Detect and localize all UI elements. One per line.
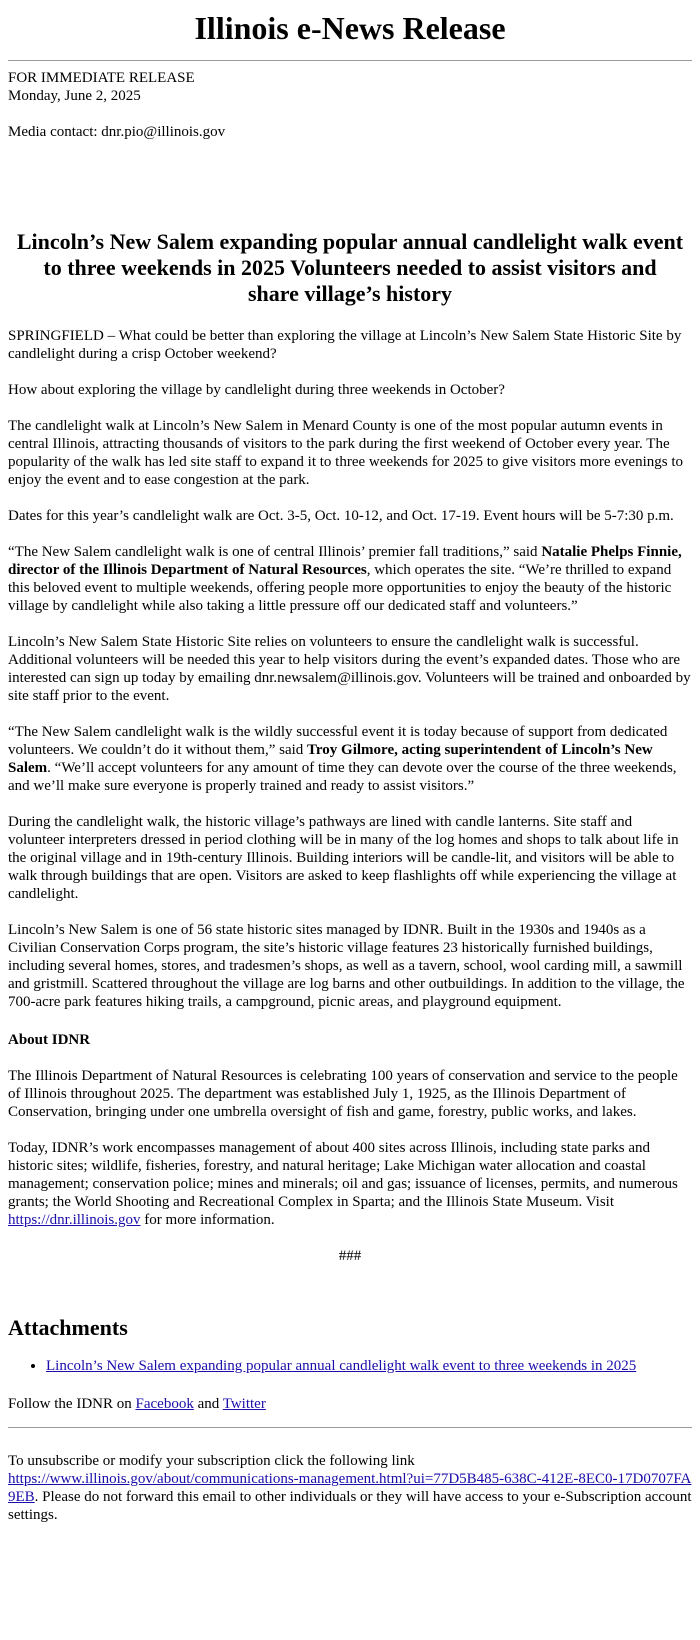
quote-text: “The New Salem candlelight walk is the wildly successful event it is today because of support from dedicated volunteers. We couldn’t do it without them,” said (8, 724, 668, 758)
email-page (8, 10, 692, 1524)
article-paragraph: Dates for this year’s candlelight walk are Oct. 3-5, Oct. 10-12, and Oct. 17-19. Event hours will be 5-7:30 p.m. (8, 508, 674, 524)
attachments-list (8, 1357, 692, 1375)
idnr-website-link[interactable]: https://dnr.illinois.gov (8, 1212, 141, 1228)
footer-text (8, 1452, 692, 1524)
follow-line (8, 1395, 692, 1413)
attachments-heading: Attachments (8, 1315, 128, 1340)
article-body (8, 327, 692, 1011)
article-paragraph: How about exploring the village by candlelight during three weekends in October? (8, 382, 505, 398)
article-paragraph (8, 723, 692, 795)
quote-text: . “We’ll accept volunteers for any amount of time they can devote over the course of the three weekends, and we’ll make sure everyone is properly trained and ready to assist visitors.” (8, 760, 677, 794)
unsubscribe-note: . Please do not forward this email to other individuals or they will have access to your e-Subscription account settings. (8, 1489, 692, 1523)
subscription-link[interactable]: https://www.illinois.gov/about/communications-management.html?ui=77D5B485-638C-412E-8EC0-17D0707FA9EB (8, 1471, 692, 1505)
release-type: FOR IMMEDIATE RELEASE (8, 70, 195, 86)
quote-text: “The New Salem candlelight walk is one of central Illinois’ premier fall traditions,” said (8, 544, 542, 560)
twitter-link[interactable]: Twitter (222, 1396, 266, 1412)
about-text: for more information. (140, 1212, 275, 1228)
article-paragraph: Lincoln’s New Salem State Historic Site relies on volunteers to ensure the candlelight walk is successful. Additional volunteers will be needed this year to help visitors during the event’s expanded dates. Those who are interested can sign up today by emailing dnr.newsalem@illinois.gov. Volunteers will be trained and onboarded by site staff prior to the event. (8, 634, 691, 704)
media-contact: Media contact: dnr.pio@illinois.gov (8, 124, 226, 140)
header-divider (8, 60, 692, 61)
release-meta (8, 69, 692, 141)
footer-divider (8, 1427, 692, 1428)
list-item (46, 1357, 692, 1375)
article-paragraph: During the candlelight walk, the historic village’s pathways are lined with candle lanterns. Site staff and volunteer interpreters dressed in period clothing will be in many of the log homes and shops to talk about life in the original village and in 19th-century Illinois. Building interiors will be candle-lit, and visitors will be able to walk through buildings that are open. Visitors are asked to keep flashlights off while experiencing the village at candlelight. (8, 814, 679, 902)
speaker-name: Troy Gilmore, acting superintendent of Lincoln’s New Salem (8, 742, 653, 776)
about-text: Today, IDNR’s work encompasses management of about 400 sites across Illinois, including state parks and historic sites; wildlife, fisheries, forestry, and natural heritage; Lake Michigan water allocation and coastal management; conservation police; mines and minerals; oil and gas; issuance of licenses, permits, and numerous grants; the World Shooting and Recreational Complex in Sparta; and the Illinois State Museum. Visit (8, 1140, 678, 1210)
facebook-link[interactable]: Facebook (135, 1396, 194, 1412)
page-title: Illinois e-News Release (194, 10, 506, 46)
release-date: Monday, June 2, 2025 (8, 88, 141, 104)
about-paragraph (8, 1139, 692, 1229)
article-headline: Lincoln’s New Salem expanding popular annual candlelight walk event to three weekends in 2025 Volunteers needed to assist visitors and share village’s history (16, 229, 684, 306)
follow-text: Follow the IDNR on (8, 1396, 136, 1412)
about-paragraph: The Illinois Department of Natural Resources is celebrating 100 years of conservation and service to the people of Illinois throughout 2025. The department was established July 1, 1925, as the Illinois Department of Conservation, bringing under one umbrella oversight of fish and game, forestry, public works, and lakes. (8, 1068, 678, 1120)
about-heading: About IDNR (8, 1032, 91, 1048)
article-paragraph: Lincoln’s New Salem is one of 56 state historic sites managed by IDNR. Built in the 1930s and 1940s as a Civilian Conservation Corps program, the site’s historic village features 23 historically furnished buildings, including several homes, stores, and tradesmen’s shops, as well as a tavern, school, wool carding mill, a sawmill and gristmill. Scattered throughout the village are log barns and other outbuildings. In addition to the village, the 700-acre park features hiking trails, a campground, picnic areas, and playground equipment. (8, 922, 685, 1010)
end-mark: ### (338, 1248, 362, 1264)
article-paragraph: The candlelight walk at Lincoln’s New Salem in Menard County is one of the most popular autumn events in central Illinois, attracting thousands of visitors to the park during the first weekend of October every year. The popularity of the walk has led site staff to expand it to three weekends for 2025 to give visitors more evenings to enjoy the event and to ease congestion at the park. (8, 418, 683, 488)
unsubscribe-text: To unsubscribe or modify your subscription click the following link (8, 1453, 415, 1469)
article-paragraph (8, 543, 692, 615)
attachment-link[interactable]: Lincoln’s New Salem expanding popular annual candlelight walk event to three weekends in 2025 (46, 1358, 637, 1374)
follow-text: and (193, 1396, 223, 1412)
footer (8, 1438, 692, 1524)
article-paragraph: SPRINGFIELD – What could be better than exploring the village at Lincoln’s New Salem State Historic Site by candlelight during a crisp October weekend? (8, 328, 682, 362)
speaker-name: Natalie Phelps Finnie, director of the Illinois Department of Natural Resources (8, 544, 682, 578)
quote-text: , which operates the site. “We’re thrilled to expand this beloved event to multiple weekends, offering people more opportunities to enjoy the beauty of the historic village by candlelight while also taking a little pressure off our dedicated staff and volunteers.” (8, 562, 672, 614)
